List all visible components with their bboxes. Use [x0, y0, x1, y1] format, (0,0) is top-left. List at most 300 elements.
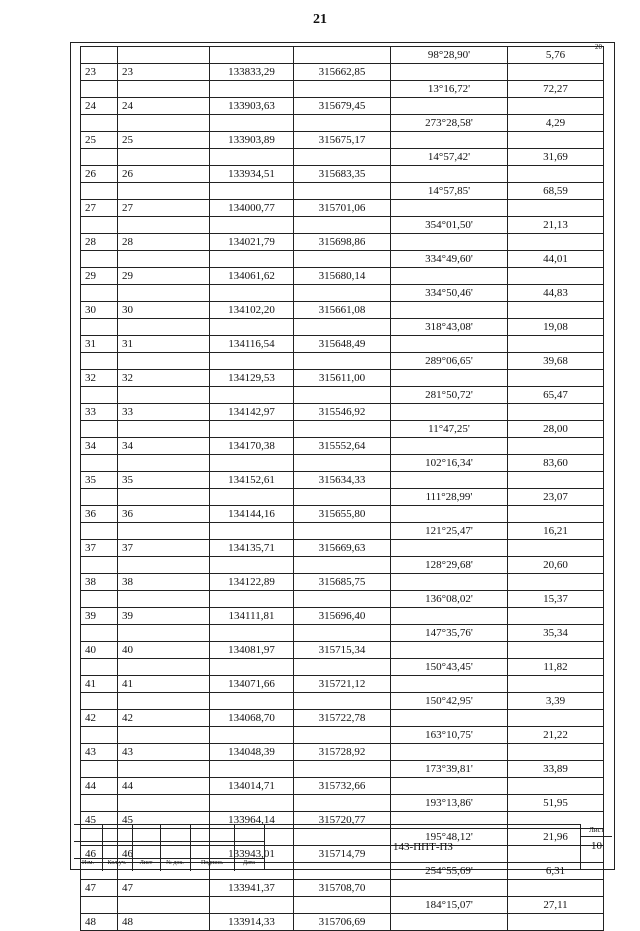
direction-angle-cell [391, 166, 508, 183]
page-number: 21 [313, 12, 327, 27]
title-block-main [264, 824, 580, 870]
table-row [81, 727, 604, 744]
point-number-cell [81, 183, 118, 200]
point-number-cell: 33 [81, 404, 118, 421]
point-id-cell: 48 [118, 914, 210, 931]
direction-angle-cell: 281°50,72' [391, 387, 508, 404]
coord-y-cell: 315679,45 [294, 98, 391, 115]
distance-cell: 65,47 [508, 387, 604, 404]
direction-angle-cell: 147°35,76' [391, 625, 508, 642]
coord-x-cell [210, 523, 294, 540]
table-row [81, 557, 604, 574]
coord-x-cell: 134071,66 [210, 676, 294, 693]
distance-cell [508, 540, 604, 557]
point-number-cell: 35 [81, 472, 118, 489]
point-number-cell [81, 557, 118, 574]
point-id-cell: 42 [118, 710, 210, 727]
coord-x-cell: 134068,70 [210, 710, 294, 727]
point-id-cell: 32 [118, 370, 210, 387]
point-number-cell: 28 [81, 234, 118, 251]
coord-y-cell [294, 149, 391, 166]
coord-y-cell [294, 557, 391, 574]
point-number-cell [81, 387, 118, 404]
table-row [81, 200, 604, 217]
direction-angle-cell [391, 608, 508, 625]
table-row [81, 132, 604, 149]
point-id-cell: 38 [118, 574, 210, 591]
coord-y-cell: 315675,17 [294, 132, 391, 149]
stamp-label-qty: Кол.уч. [107, 860, 127, 866]
table-row [81, 166, 604, 183]
distance-cell: 15,37 [508, 591, 604, 608]
point-id-cell [118, 727, 210, 744]
coord-y-cell [294, 285, 391, 302]
direction-angle-cell: 334°50,46' [391, 285, 508, 302]
direction-angle-cell [391, 336, 508, 353]
table-row [81, 115, 604, 132]
coord-x-cell: 134000,77 [210, 200, 294, 217]
distance-cell: 16,21 [508, 523, 604, 540]
direction-angle-cell [391, 64, 508, 81]
point-number-cell: 27 [81, 200, 118, 217]
coord-x-cell [210, 761, 294, 778]
coord-x-cell: 134116,54 [210, 336, 294, 353]
coord-y-cell [294, 897, 391, 914]
coord-x-cell [210, 353, 294, 370]
direction-angle-cell: 254°55,69' [391, 863, 508, 880]
distance-cell: 6,31 [508, 863, 604, 880]
distance-cell [508, 166, 604, 183]
point-number-cell [81, 489, 118, 506]
point-number-cell: 38 [81, 574, 118, 591]
direction-angle-cell [391, 676, 508, 693]
distance-cell: 35,34 [508, 625, 604, 642]
point-id-cell [118, 625, 210, 642]
distance-cell: 21,96 [508, 829, 604, 846]
coord-y-cell [294, 353, 391, 370]
table-row [81, 880, 604, 897]
direction-angle-cell [391, 370, 508, 387]
table-row [81, 659, 604, 676]
distance-cell: 31,69 [508, 149, 604, 166]
table-row [81, 574, 604, 591]
table-row [81, 319, 604, 336]
coord-x-cell: 134170,38 [210, 438, 294, 455]
coord-x-cell: 134081,97 [210, 642, 294, 659]
sheet-label: Лист [589, 826, 604, 834]
point-number-cell [81, 149, 118, 166]
stamp-label-signature: Подпись [200, 860, 224, 866]
point-id-cell: 40 [118, 642, 210, 659]
distance-cell: 3,39 [508, 693, 604, 710]
point-id-cell [118, 659, 210, 676]
coord-y-cell: 315662,85 [294, 64, 391, 81]
direction-angle-cell [391, 302, 508, 319]
point-number-cell: 47 [81, 880, 118, 897]
coord-x-cell: 133903,89 [210, 132, 294, 149]
direction-angle-cell [391, 540, 508, 557]
coord-y-cell: 315685,75 [294, 574, 391, 591]
point-id-cell: 47 [118, 880, 210, 897]
table-row [81, 98, 604, 115]
table-row [81, 506, 604, 523]
point-number-cell [81, 251, 118, 268]
distance-cell: 68,59 [508, 183, 604, 200]
point-id-cell [118, 693, 210, 710]
stamp-label-sheet: Лист [139, 860, 153, 866]
point-number-cell [81, 591, 118, 608]
coord-y-cell [294, 251, 391, 268]
coord-x-cell [210, 455, 294, 472]
direction-angle-cell: 195°48,12' [391, 829, 508, 846]
point-id-cell: 43 [118, 744, 210, 761]
table-row [81, 285, 604, 302]
direction-angle-cell [391, 880, 508, 897]
direction-angle-cell: 163°10,75' [391, 727, 508, 744]
point-id-cell: 41 [118, 676, 210, 693]
coord-y-cell: 315714,79 [294, 846, 391, 863]
direction-angle-cell [391, 132, 508, 149]
direction-angle-cell: 318°43,08' [391, 319, 508, 336]
point-id-cell: 24 [118, 98, 210, 115]
direction-angle-cell [391, 506, 508, 523]
point-id-cell: 45 [118, 812, 210, 829]
coord-y-cell [294, 591, 391, 608]
distance-cell: 5,76 [508, 47, 604, 64]
distance-cell: 20,60 [508, 557, 604, 574]
corner-mark: 20 [595, 43, 602, 51]
direction-angle-cell: 11°47,25' [391, 421, 508, 438]
coord-x-cell [210, 557, 294, 574]
direction-angle-cell: 150°42,95' [391, 693, 508, 710]
point-id-cell: 46 [118, 846, 210, 863]
coord-x-cell [210, 795, 294, 812]
sheet-number: 10 [591, 840, 602, 852]
point-id-cell [118, 183, 210, 200]
stamp-label-date: Дата [243, 860, 255, 866]
direction-angle-cell: 273°28,58' [391, 115, 508, 132]
point-number-cell [81, 455, 118, 472]
coord-y-cell: 315696,40 [294, 608, 391, 625]
point-number-cell: 42 [81, 710, 118, 727]
title-block-grid [74, 824, 264, 871]
table-row [81, 251, 604, 268]
point-id-cell: 23 [118, 64, 210, 81]
coord-y-cell: 315661,08 [294, 302, 391, 319]
coord-y-cell: 315680,14 [294, 268, 391, 285]
distance-cell [508, 98, 604, 115]
point-id-cell [118, 421, 210, 438]
point-id-cell [118, 591, 210, 608]
point-id-cell: 36 [118, 506, 210, 523]
coord-x-cell: 134021,79 [210, 234, 294, 251]
distance-cell: 44,83 [508, 285, 604, 302]
point-number-cell: 31 [81, 336, 118, 353]
coord-x-cell [210, 285, 294, 302]
direction-angle-cell [391, 472, 508, 489]
distance-cell [508, 438, 604, 455]
point-id-cell [118, 387, 210, 404]
distance-cell: 51,95 [508, 795, 604, 812]
distance-cell: 28,00 [508, 421, 604, 438]
direction-angle-cell [391, 404, 508, 421]
table-row [81, 608, 604, 625]
table-row [81, 523, 604, 540]
coord-y-cell [294, 47, 391, 64]
coord-y-cell: 315552,64 [294, 438, 391, 455]
direction-angle-cell: 193°13,86' [391, 795, 508, 812]
point-id-cell [118, 217, 210, 234]
coord-x-cell: 134102,20 [210, 302, 294, 319]
table-row [81, 404, 604, 421]
point-id-cell: 28 [118, 234, 210, 251]
coord-x-cell [210, 897, 294, 914]
direction-angle-cell: 102°16,34' [391, 455, 508, 472]
point-number-cell [81, 421, 118, 438]
direction-angle-cell: 121°25,47' [391, 523, 508, 540]
point-id-cell: 33 [118, 404, 210, 421]
coord-y-cell: 315683,35 [294, 166, 391, 183]
direction-angle-cell [391, 574, 508, 591]
point-id-cell: 44 [118, 778, 210, 795]
point-number-cell [81, 115, 118, 132]
distance-cell: 72,27 [508, 81, 604, 98]
coord-x-cell [210, 659, 294, 676]
point-number-cell [81, 319, 118, 336]
distance-cell [508, 472, 604, 489]
point-number-cell [81, 625, 118, 642]
distance-cell [508, 404, 604, 421]
stamp-label-change: Изм. [82, 860, 94, 866]
coord-x-cell [210, 217, 294, 234]
point-id-cell: 35 [118, 472, 210, 489]
point-id-cell [118, 353, 210, 370]
distance-cell [508, 64, 604, 81]
table-row [81, 642, 604, 659]
point-number-cell: 32 [81, 370, 118, 387]
point-number-cell: 37 [81, 540, 118, 557]
coord-y-cell [294, 387, 391, 404]
coord-x-cell [210, 421, 294, 438]
coord-y-cell [294, 659, 391, 676]
point-number-cell: 46 [81, 846, 118, 863]
table-row [81, 897, 604, 914]
coord-y-cell [294, 183, 391, 200]
coord-y-cell: 315546,92 [294, 404, 391, 421]
point-number-cell [81, 47, 118, 64]
table-row [81, 234, 604, 251]
stamp-label-doc: № док. [166, 860, 184, 866]
distance-cell [508, 268, 604, 285]
point-number-cell: 24 [81, 98, 118, 115]
coord-y-cell: 315722,78 [294, 710, 391, 727]
point-number-cell: 36 [81, 506, 118, 523]
table-row [81, 455, 604, 472]
point-id-cell [118, 523, 210, 540]
coordinates-table [80, 46, 604, 931]
coord-x-cell: 133943,01 [210, 846, 294, 863]
direction-angle-cell: 136°08,02' [391, 591, 508, 608]
point-id-cell: 26 [118, 166, 210, 183]
coord-y-cell: 315701,06 [294, 200, 391, 217]
distance-cell [508, 642, 604, 659]
direction-angle-cell: 14°57,85' [391, 183, 508, 200]
direction-angle-cell [391, 778, 508, 795]
coord-x-cell [210, 591, 294, 608]
point-number-cell: 39 [81, 608, 118, 625]
coord-y-cell: 315698,86 [294, 234, 391, 251]
direction-angle-cell [391, 200, 508, 217]
direction-angle-cell: 334°49,60' [391, 251, 508, 268]
table-row [81, 421, 604, 438]
distance-cell [508, 370, 604, 387]
coord-y-cell [294, 115, 391, 132]
table-row [81, 64, 604, 81]
direction-angle-cell [391, 710, 508, 727]
point-number-cell [81, 523, 118, 540]
distance-cell [508, 336, 604, 353]
distance-cell [508, 778, 604, 795]
point-id-cell [118, 455, 210, 472]
point-number-cell: 30 [81, 302, 118, 319]
point-id-cell [118, 115, 210, 132]
distance-cell: 83,60 [508, 455, 604, 472]
coord-x-cell: 134061,62 [210, 268, 294, 285]
point-number-cell [81, 897, 118, 914]
point-id-cell [118, 81, 210, 98]
coord-y-cell [294, 795, 391, 812]
coord-x-cell: 134135,71 [210, 540, 294, 557]
distance-cell [508, 710, 604, 727]
distance-cell: 27,11 [508, 897, 604, 914]
point-id-cell [118, 557, 210, 574]
coord-y-cell: 315648,49 [294, 336, 391, 353]
distance-cell [508, 302, 604, 319]
coord-x-cell: 134144,16 [210, 506, 294, 523]
distance-cell: 23,07 [508, 489, 604, 506]
distance-cell: 39,68 [508, 353, 604, 370]
coord-x-cell [210, 387, 294, 404]
coord-x-cell [210, 115, 294, 132]
coord-y-cell [294, 489, 391, 506]
coord-x-cell [210, 149, 294, 166]
direction-angle-cell: 184°15,07' [391, 897, 508, 914]
coord-y-cell: 315732,66 [294, 778, 391, 795]
point-number-cell: 26 [81, 166, 118, 183]
coord-x-cell [210, 183, 294, 200]
point-id-cell: 29 [118, 268, 210, 285]
coord-y-cell [294, 693, 391, 710]
table-row [81, 761, 604, 778]
coord-y-cell: 315655,80 [294, 506, 391, 523]
direction-angle-cell [391, 98, 508, 115]
distance-cell [508, 234, 604, 251]
table-row [81, 149, 604, 166]
point-id-cell [118, 149, 210, 166]
coord-x-cell [210, 47, 294, 64]
title-block [74, 824, 611, 870]
point-number-cell [81, 81, 118, 98]
coord-x-cell: 134111,81 [210, 608, 294, 625]
direction-angle-cell [391, 234, 508, 251]
distance-cell: 19,08 [508, 319, 604, 336]
table-row [81, 540, 604, 557]
coord-y-cell [294, 421, 391, 438]
point-number-cell [81, 727, 118, 744]
coord-y-cell: 315728,92 [294, 744, 391, 761]
direction-angle-cell: 111°28,99' [391, 489, 508, 506]
coord-x-cell: 133903,63 [210, 98, 294, 115]
direction-angle-cell [391, 642, 508, 659]
table-row [81, 370, 604, 387]
direction-angle-cell: 173°39,81' [391, 761, 508, 778]
table-row [81, 489, 604, 506]
coord-x-cell: 134142,97 [210, 404, 294, 421]
table-row [81, 438, 604, 455]
point-number-cell [81, 659, 118, 676]
table-row [81, 744, 604, 761]
point-id-cell: 34 [118, 438, 210, 455]
point-number-cell: 29 [81, 268, 118, 285]
distance-cell: 11,82 [508, 659, 604, 676]
distance-cell [508, 506, 604, 523]
distance-cell [508, 608, 604, 625]
direction-angle-cell: 14°57,42' [391, 149, 508, 166]
table-row [81, 778, 604, 795]
point-number-cell [81, 217, 118, 234]
point-number-cell: 25 [81, 132, 118, 149]
coord-x-cell: 134048,39 [210, 744, 294, 761]
coord-y-cell [294, 761, 391, 778]
coord-x-cell: 134122,89 [210, 574, 294, 591]
point-number-cell: 23 [81, 64, 118, 81]
table-row [81, 268, 604, 285]
coord-x-cell: 133934,51 [210, 166, 294, 183]
point-number-cell: 40 [81, 642, 118, 659]
point-id-cell [118, 251, 210, 268]
point-number-cell: 34 [81, 438, 118, 455]
direction-angle-cell: 150°43,45' [391, 659, 508, 676]
table-row [81, 387, 604, 404]
distance-cell: 4,29 [508, 115, 604, 132]
point-number-cell [81, 693, 118, 710]
coord-x-cell [210, 489, 294, 506]
table-row [81, 81, 604, 98]
table-row [81, 676, 604, 693]
coord-y-cell [294, 81, 391, 98]
table-row [81, 183, 604, 200]
coord-y-cell: 315708,70 [294, 880, 391, 897]
table-row [81, 472, 604, 489]
distance-cell [508, 200, 604, 217]
table-row [81, 914, 604, 931]
direction-angle-cell [391, 744, 508, 761]
coord-x-cell: 133964,14 [210, 812, 294, 829]
table-row [81, 47, 604, 64]
table-row [81, 591, 604, 608]
coord-x-cell: 134014,71 [210, 778, 294, 795]
table-row [81, 302, 604, 319]
point-id-cell: 37 [118, 540, 210, 557]
coord-x-cell: 134129,53 [210, 370, 294, 387]
distance-cell [508, 132, 604, 149]
point-id-cell [118, 897, 210, 914]
direction-angle-cell: 13°16,72' [391, 81, 508, 98]
direction-angle-cell: 289°06,65' [391, 353, 508, 370]
coord-x-cell: 133914,33 [210, 914, 294, 931]
distance-cell [508, 676, 604, 693]
coord-y-cell [294, 523, 391, 540]
